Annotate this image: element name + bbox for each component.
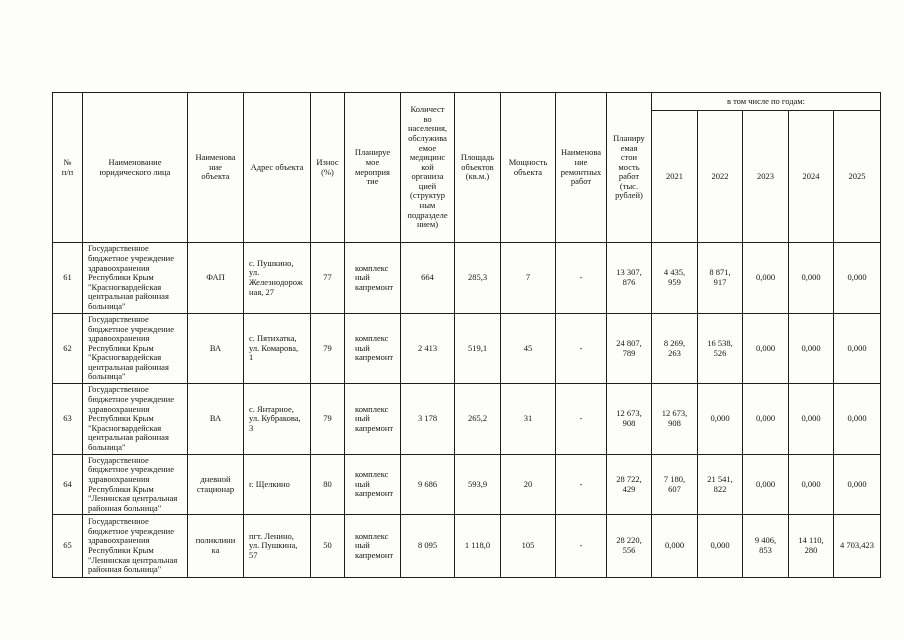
header-year-2021: 2021 — [652, 111, 698, 243]
header-year-2022: 2022 — [698, 111, 743, 243]
cell-object: ФАП — [188, 243, 244, 314]
cell-object: ВА — [188, 314, 244, 384]
cell-year-2025: 4 703,423 — [834, 515, 881, 578]
cell-year-2025: 0,000 — [834, 243, 881, 314]
cell-year-2023: 9 406, 853 — [743, 515, 789, 578]
table-row — [53, 243, 881, 314]
cell-organization: Государственное бюджетное учреждение здравоохранения Республики Крым "Ленинская центральная районная больница" — [83, 515, 188, 578]
cell-address: с. Янтарное, ул. Кубракова, 3 — [244, 384, 311, 455]
cell-year-2022: 0,000 — [698, 515, 743, 578]
header-wear: Износ (%) — [311, 93, 345, 243]
cell-planned-cost: 28 220, 556 — [607, 515, 652, 578]
cell-planned-cost: 13 307, 876 — [607, 243, 652, 314]
header-row — [53, 93, 881, 111]
cell-year-2024: 0,000 — [789, 314, 834, 384]
header-planned-cost: Планиру емая стои мость работ (тыс. рублей) — [607, 93, 652, 243]
cell-year-2021: 4 435, 959 — [652, 243, 698, 314]
cell-repair-works: - — [556, 314, 607, 384]
cell-year-2024: 0,000 — [789, 384, 834, 455]
header-years-group: в том числе по годам: — [652, 93, 881, 111]
header-year-2024: 2024 — [789, 111, 834, 243]
cell-year-2025: 0,000 — [834, 455, 881, 515]
cell-address: с. Пятихатка, ул. Комарова, 1 — [244, 314, 311, 384]
cell-capacity: 45 — [501, 314, 556, 384]
header-population: Количест во населения, обслужива емое медицинс кой организа цией (структур ным подразделе нием) — [401, 93, 455, 243]
cell-year-2021: 12 673, 908 — [652, 384, 698, 455]
cell-object: поликлини ка — [188, 515, 244, 578]
cell-year-2023: 0,000 — [743, 314, 789, 384]
cell-planned-measure: комплекс ный капремонт — [345, 384, 401, 455]
cell-planned-measure: комплекс ный капремонт — [345, 455, 401, 515]
cell-number: 64 — [53, 455, 83, 515]
cell-repair-works: - — [556, 243, 607, 314]
cell-population: 9 686 — [401, 455, 455, 515]
header-area: Площадь объектов (кв.м.) — [455, 93, 501, 243]
cell-year-2025: 0,000 — [834, 384, 881, 455]
cell-population: 3 178 — [401, 384, 455, 455]
cell-area: 1 118,0 — [455, 515, 501, 578]
cell-wear: 77 — [311, 243, 345, 314]
cell-wear: 79 — [311, 384, 345, 455]
header-year-2025: 2025 — [834, 111, 881, 243]
cell-year-2021: 8 269, 263 — [652, 314, 698, 384]
cell-repair-works: - — [556, 515, 607, 578]
repair-plan-table — [52, 92, 881, 578]
cell-address: пгт. Ленино, ул. Пушкина, 57 — [244, 515, 311, 578]
cell-organization: Государственное бюджетное учреждение здравоохранения Республики Крым "Красногвардейская центральная районная больница" — [83, 243, 188, 314]
cell-wear: 79 — [311, 314, 345, 384]
header-address: Адрес объекта — [244, 93, 311, 243]
header-object: Наименова ние объекта — [188, 93, 244, 243]
cell-planned-measure: комплекс ный капремонт — [345, 243, 401, 314]
cell-year-2024: 0,000 — [789, 243, 834, 314]
table-row — [53, 515, 881, 578]
cell-year-2021: 0,000 — [652, 515, 698, 578]
cell-population: 664 — [401, 243, 455, 314]
header-repair-works: Наименова ние ремонтных работ — [556, 93, 607, 243]
cell-planned-measure: комплекс ный капремонт — [345, 515, 401, 578]
cell-number: 65 — [53, 515, 83, 578]
cell-planned-measure: комплекс ный капремонт — [345, 314, 401, 384]
cell-organization: Государственное бюджетное учреждение здравоохранения Республики Крым "Красногвардейская центральная районная больница" — [83, 314, 188, 384]
cell-address: г. Щелкино — [244, 455, 311, 515]
cell-year-2022: 0,000 — [698, 384, 743, 455]
cell-year-2021: 7 180, 607 — [652, 455, 698, 515]
cell-area: 285,3 — [455, 243, 501, 314]
cell-wear: 80 — [311, 455, 345, 515]
cell-object: дневной стационар — [188, 455, 244, 515]
cell-area: 593,9 — [455, 455, 501, 515]
table-row — [53, 384, 881, 455]
cell-repair-works: - — [556, 384, 607, 455]
table-row — [53, 314, 881, 384]
cell-year-2023: 0,000 — [743, 455, 789, 515]
table-header — [53, 93, 881, 243]
table-body — [53, 243, 881, 578]
cell-population: 8 095 — [401, 515, 455, 578]
cell-area: 265,2 — [455, 384, 501, 455]
cell-year-2022: 8 871, 917 — [698, 243, 743, 314]
header-capacity: Мощность объекта — [501, 93, 556, 243]
cell-year-2023: 0,000 — [743, 243, 789, 314]
header-planned-measure: Планируе мое мероприя тие — [345, 93, 401, 243]
table-row — [53, 455, 881, 515]
cell-capacity: 7 — [501, 243, 556, 314]
cell-capacity: 20 — [501, 455, 556, 515]
cell-capacity: 105 — [501, 515, 556, 578]
header-organization: Наименование юридического лица — [83, 93, 188, 243]
cell-planned-cost: 28 722, 429 — [607, 455, 652, 515]
cell-wear: 50 — [311, 515, 345, 578]
cell-address: с. Пушкино, ул. Железнодорож ная, 27 — [244, 243, 311, 314]
cell-area: 519,1 — [455, 314, 501, 384]
cell-year-2023: 0,000 — [743, 384, 789, 455]
cell-organization: Государственное бюджетное учреждение здравоохранения Республики Крым "Красногвардейская центральная районная больница" — [83, 384, 188, 455]
cell-number: 63 — [53, 384, 83, 455]
cell-number: 61 — [53, 243, 83, 314]
cell-year-2022: 16 538, 526 — [698, 314, 743, 384]
header-num: № п/п — [53, 93, 83, 243]
cell-year-2024: 0,000 — [789, 455, 834, 515]
cell-population: 2 413 — [401, 314, 455, 384]
cell-year-2022: 21 541, 822 — [698, 455, 743, 515]
cell-capacity: 31 — [501, 384, 556, 455]
cell-repair-works: - — [556, 455, 607, 515]
cell-planned-cost: 12 673, 908 — [607, 384, 652, 455]
header-year-2023: 2023 — [743, 111, 789, 243]
cell-object: ВА — [188, 384, 244, 455]
cell-organization: Государственное бюджетное учреждение здравоохранения Республики Крым "Ленинская центральная районная больница" — [83, 455, 188, 515]
cell-number: 62 — [53, 314, 83, 384]
cell-year-2025: 0,000 — [834, 314, 881, 384]
cell-planned-cost: 24 807, 789 — [607, 314, 652, 384]
cell-year-2024: 14 110, 280 — [789, 515, 834, 578]
